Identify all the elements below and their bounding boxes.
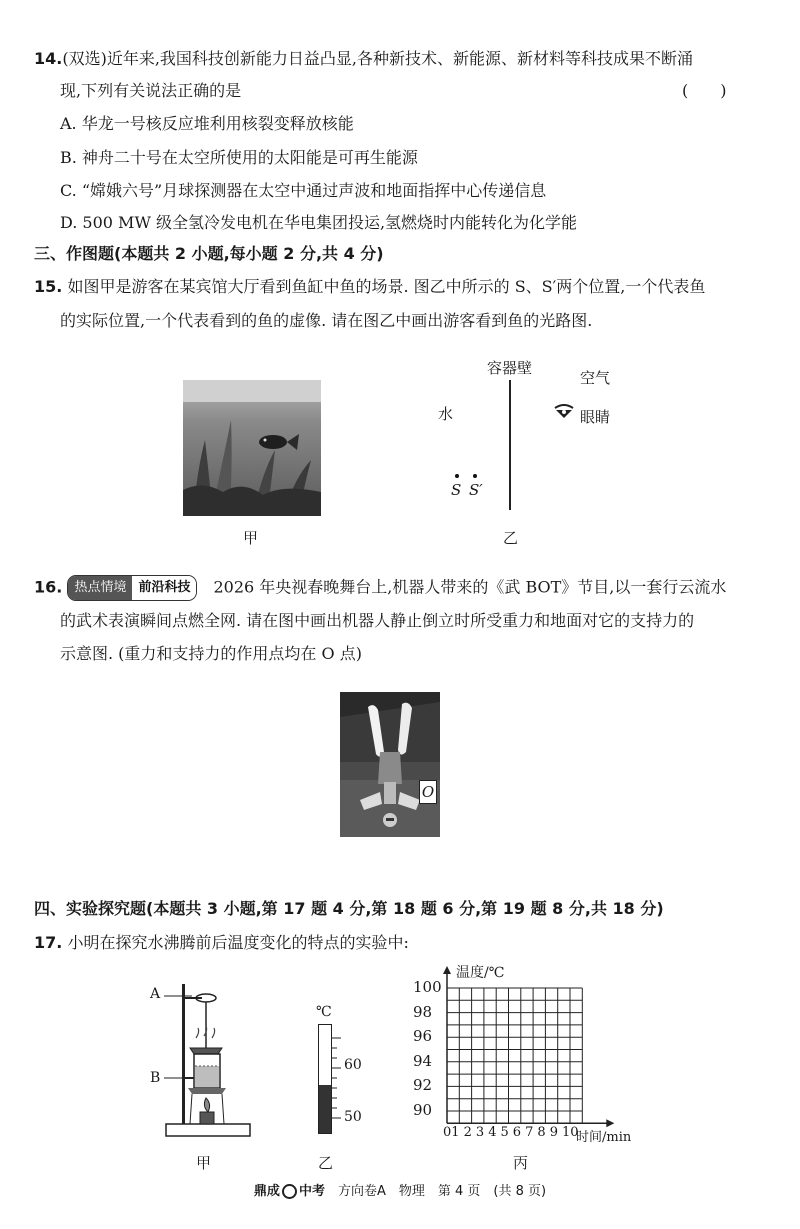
footer-page-info: 方向卷A 物理 第 4 页 (共 8 页)	[337, 1184, 547, 1199]
wall-label: 容器壁	[487, 359, 533, 377]
footer-brand-2: 中考	[298, 1184, 325, 1199]
q14-option-a: A. 华龙一号核反应堆利用核裂变释放核能	[60, 114, 354, 133]
q16-tag	[67, 575, 197, 601]
q16-stem: 2026 年央视春晚舞台上,机器人带来的《武 BOT》节目,以一套行云流水	[213, 577, 727, 597]
tag-frontier-tech: 前沿科技	[132, 576, 196, 600]
footer-brand: 鼎成	[253, 1184, 280, 1199]
x-tick-label: 0	[443, 1125, 452, 1141]
x-tick-label: 8	[537, 1125, 546, 1141]
x-tick-label: 1	[451, 1125, 460, 1141]
x-tick-label: 9	[549, 1125, 558, 1141]
eye-icon	[554, 404, 574, 424]
y-tick-label: 98	[413, 1002, 433, 1021]
q15-number: 15.	[34, 277, 63, 296]
apparatus-label-b: B	[150, 1070, 161, 1086]
q16-number: 16.	[34, 577, 63, 597]
boiling-apparatus-drawing	[160, 978, 260, 1144]
q14-line1	[34, 48, 693, 70]
y-tick-label: 96	[413, 1027, 433, 1046]
x-tick-label: 4	[488, 1125, 497, 1141]
container-wall-line	[509, 380, 511, 510]
thermometer-scale	[332, 1026, 342, 1134]
x-tick-label: 5	[500, 1125, 509, 1141]
x-tick-label: 6	[512, 1125, 522, 1141]
graph-x-axis-label: 时间/min	[576, 1130, 632, 1145]
thermometer-unit: ℃	[316, 1004, 332, 1020]
robot-handstand-photo	[340, 692, 440, 837]
y-axis-arrow-icon	[443, 966, 451, 974]
q15-stem: 如图甲是游客在某宾馆大厅看到鱼缸中鱼的场景. 图乙中所示的 S、S′两个位置,一个代表鱼	[67, 277, 706, 296]
q14-option-d: D. 500 MW 级全氢冷发电机在华电集团投运,氢燃烧时内能转化为化学能	[60, 213, 578, 232]
q17-line1	[34, 932, 409, 954]
q17-caption-bing: 丙	[513, 1154, 529, 1172]
q16-line2: 的武术表演瞬间点燃全网. 请在图中画出机器人静止倒立时所受重力和地面对它的支持力的	[60, 611, 695, 630]
x-tick-label: 2	[463, 1125, 472, 1141]
page-footer	[0, 1180, 800, 1199]
q15-line1	[34, 276, 705, 298]
thermometer-tube	[318, 1024, 332, 1134]
point-s-label: S	[451, 481, 462, 499]
y-tick-label: 92	[413, 1076, 433, 1095]
section4-heading: 四、实验探究题(本题共 3 小题,第 17 题 4 分,第 18 题 6 分,第 19 题 8 分,共 18 分)	[34, 899, 664, 918]
y-tick-label: 90	[413, 1101, 433, 1119]
point-s-dot	[455, 474, 459, 478]
x-tick-label: 3	[475, 1125, 485, 1141]
air-label: 空气	[580, 369, 611, 387]
q17-number: 17.	[34, 933, 63, 952]
q14-line2: 现,下列有关说法正确的是	[60, 81, 242, 100]
brand-logo-icon	[282, 1184, 297, 1199]
q14-option-b: B. 神舟二十号在太空所使用的太阳能是可再生能源	[60, 148, 418, 167]
thermometer-tick-60: 60	[344, 1057, 362, 1073]
q16-line3: 示意图. (重力和支持力的作用点均在 O 点)	[60, 644, 362, 663]
graph-y-axis-label: 温度/℃	[456, 965, 505, 981]
thermometer-liquid-column	[319, 1085, 331, 1133]
q16-line1	[34, 575, 726, 601]
y-tick-label: 94	[413, 1051, 433, 1070]
thermometer-tick-50: 50	[344, 1109, 362, 1125]
point-s-prime-dot	[473, 474, 477, 478]
x-tick-label: 10	[562, 1125, 579, 1141]
q17-caption-yi: 乙	[318, 1154, 334, 1172]
point-s-prime-label: S′	[469, 481, 483, 499]
tag-hot-topic: 热点情境	[68, 576, 132, 600]
eye-label: 眼睛	[580, 408, 611, 426]
q14-stem: (双选)近年来,我国科技创新能力日益凸显,各种新技术、新能源、新材料等科技成果不断涌	[62, 49, 694, 68]
fish-tank-photo	[183, 380, 321, 516]
section3-heading: 三、作图题(本题共 2 小题,每小题 2 分,共 4 分)	[34, 244, 384, 263]
q14-number: 14.	[34, 49, 63, 68]
q17-caption-jia: 甲	[196, 1154, 212, 1172]
q15-caption-yi: 乙	[503, 529, 519, 547]
apparatus-label-a: A	[150, 986, 161, 1002]
y-tick-label: 100	[413, 978, 442, 996]
temperature-time-grid	[435, 962, 655, 1146]
q15-line2: 的实际位置,一个代表看到的鱼的虚像. 请在图乙中画出游客看到鱼的光路图.	[60, 311, 593, 330]
q17-stem: 小明在探究水沸腾前后温度变化的特点的实验中:	[67, 933, 409, 952]
x-tick-label: 7	[525, 1125, 534, 1141]
q14-option-c: C. “嫦娥六号”月球探测器在太空中通过声波和地面指挥中心传递信息	[60, 181, 547, 200]
water-label: 水	[438, 405, 454, 423]
point-o-label: O	[419, 780, 437, 804]
q15-caption-jia: 甲	[243, 529, 259, 547]
q14-answer-paren: ( )	[682, 81, 727, 100]
